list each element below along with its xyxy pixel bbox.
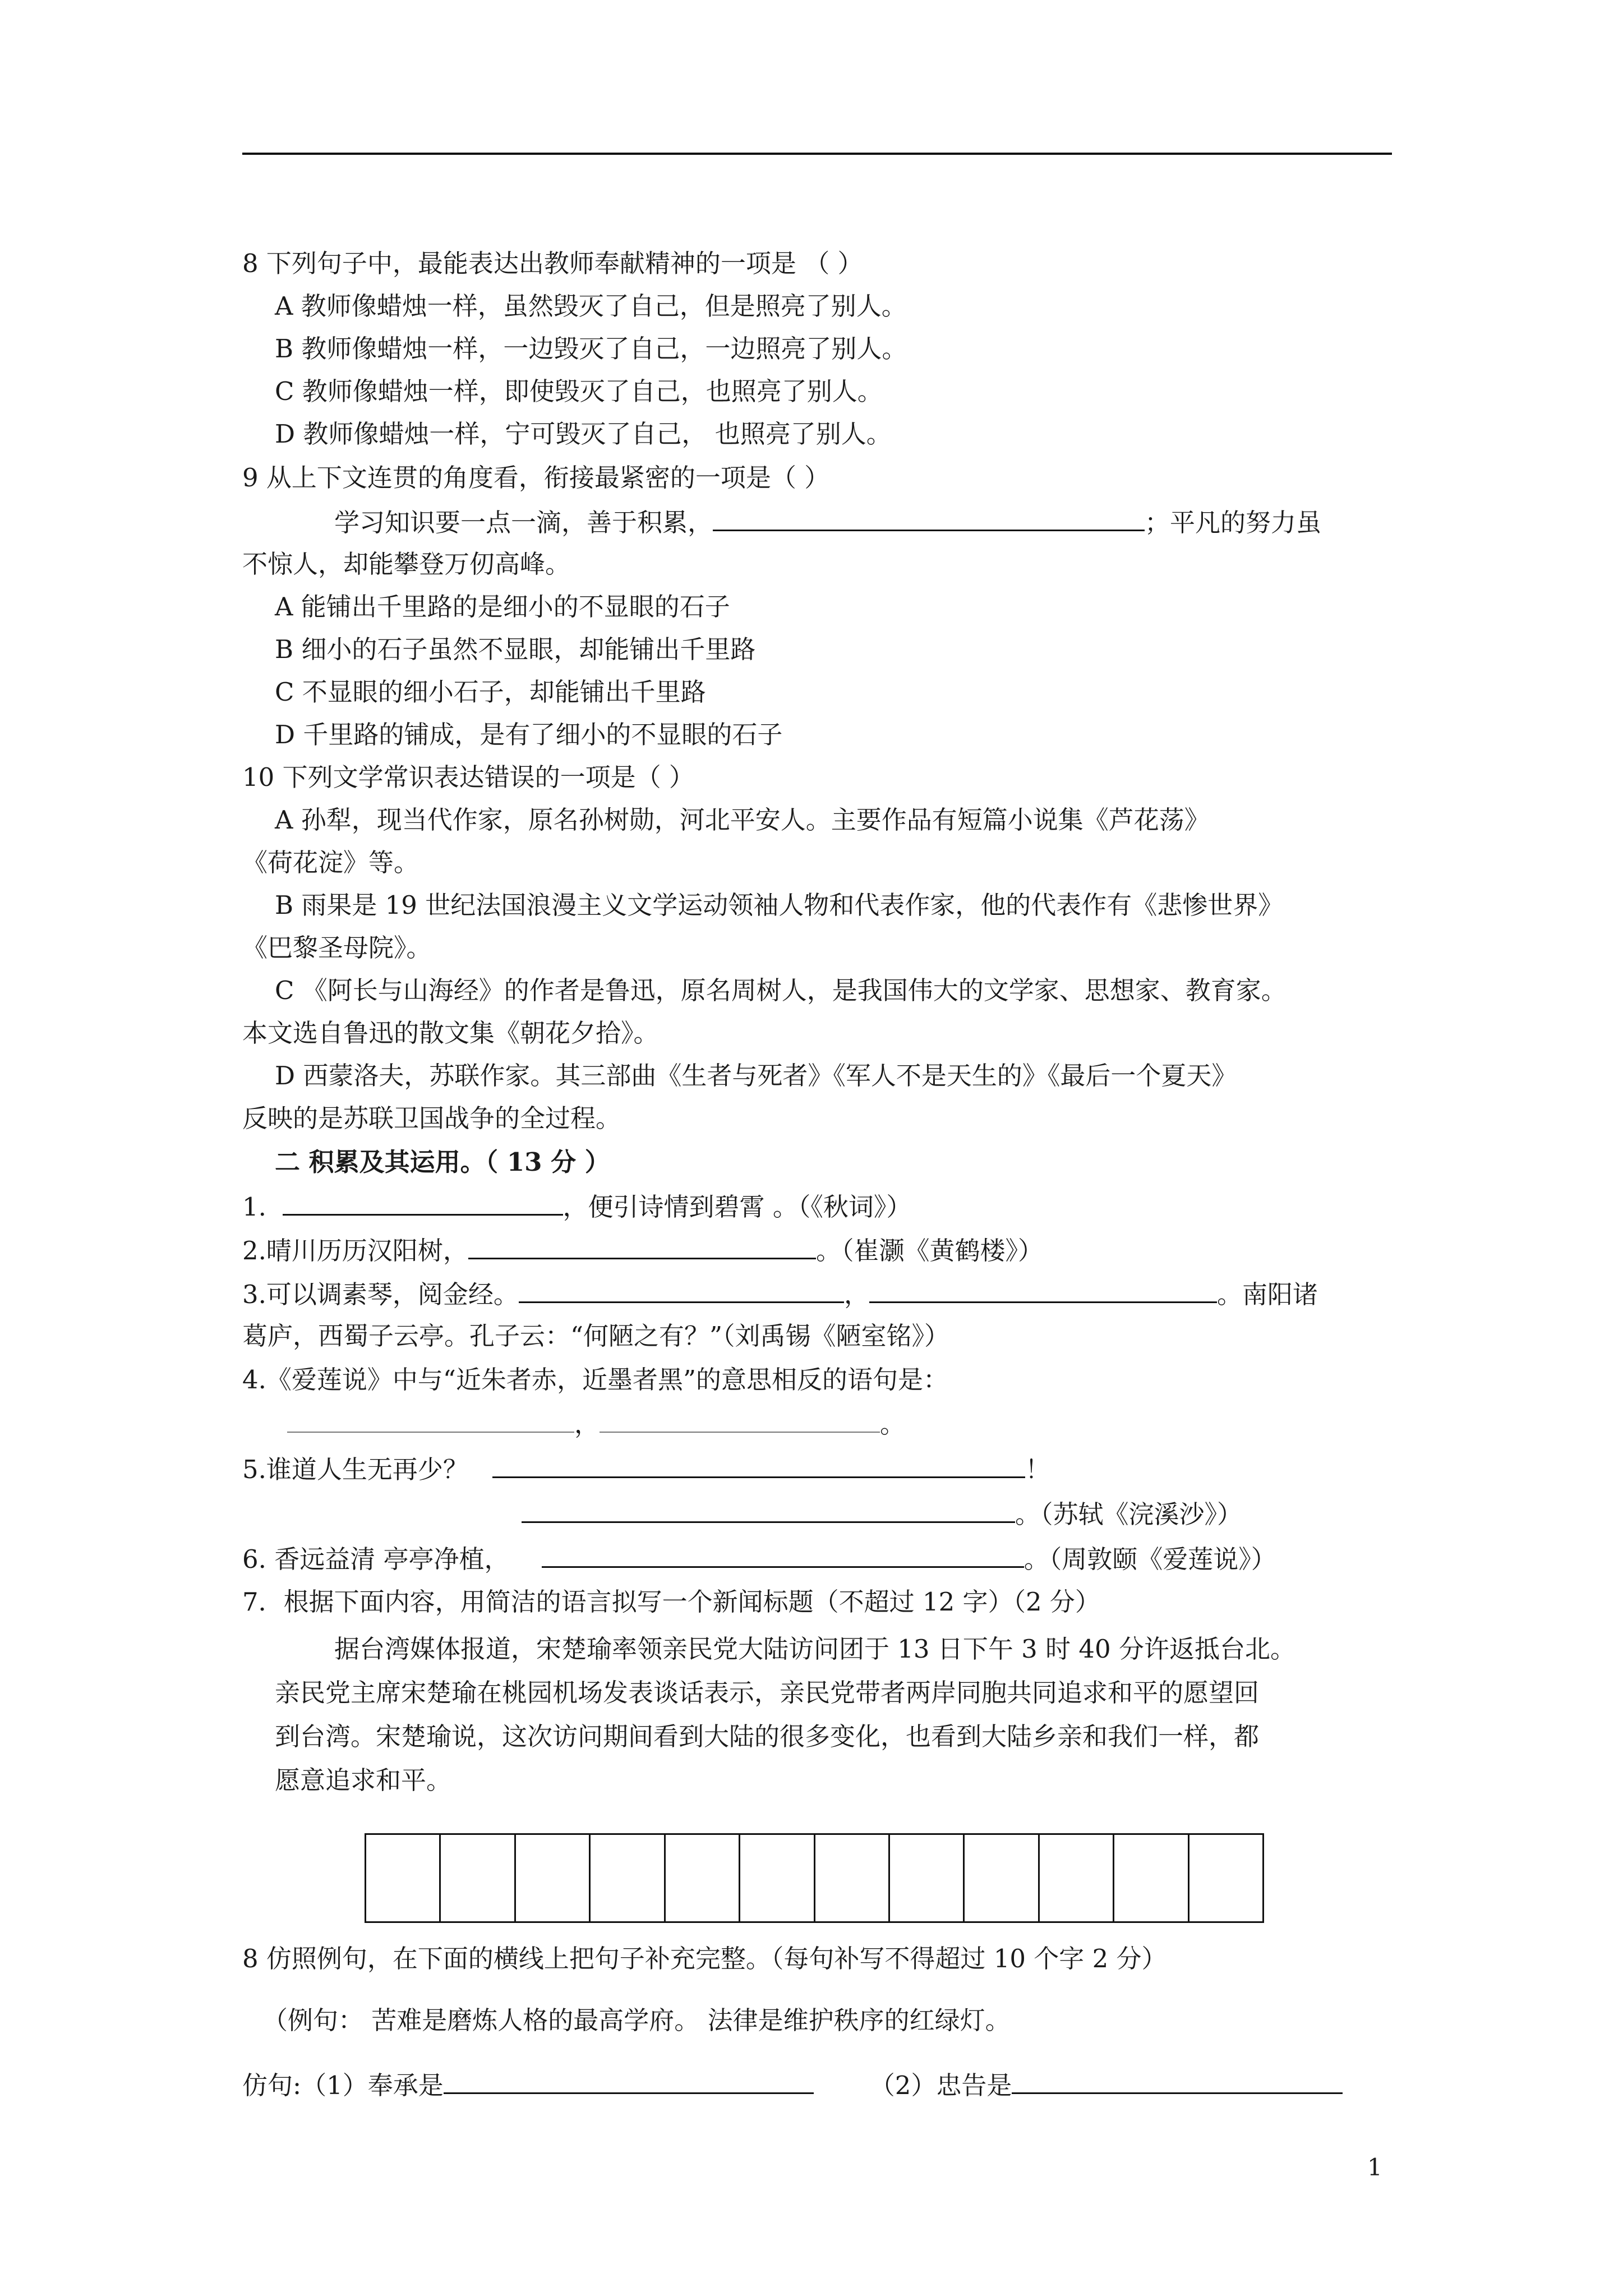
- q9-option-a: A 能铺出千里路的是细小的不显眼的石子: [275, 592, 730, 622]
- s2-item3-after: 。南阳诸: [1216, 1280, 1318, 1309]
- s2-item3-line2: 葛庐，西蜀子云亭。孔子云：“何陋之有？”（刘禹锡《陋室铭》）: [242, 1321, 950, 1351]
- header-rule: [242, 153, 1392, 155]
- q8-stem: 8 下列句子中，最能表达出教师奉献精神的一项是 （ ）: [242, 249, 863, 278]
- q9-stem: 9 从上下文连贯的角度看，衔接最紧密的一项是（ ）: [242, 463, 830, 493]
- headline-grid-cell[interactable]: [965, 1835, 1039, 1921]
- headline-grid-cell[interactable]: [441, 1835, 515, 1921]
- q9-option-b: B 细小的石子虽然不显眼，却能铺出千里路: [275, 634, 756, 664]
- s2-item8-example: （例句： 苦难是磨炼人格的最高学府。 法律是维护秩序的红绿灯。: [262, 2005, 1011, 2035]
- headline-grid-cell[interactable]: [815, 1835, 890, 1921]
- headline-answer-grid[interactable]: [365, 1833, 1264, 1923]
- s2-item5-source: 。（苏轼《浣溪沙》）: [1015, 1499, 1243, 1529]
- s2-item3-blank-2[interactable]: [869, 1276, 1217, 1303]
- headline-grid-cell[interactable]: [740, 1835, 815, 1921]
- q9-passage-after: ；平凡的努力虽: [1145, 508, 1322, 537]
- s2-item5: [242, 1451, 1050, 1488]
- s2-item7-passage-line1: 据台湾媒体报道，宋楚瑜率领亲民党大陆访问团于 13 日下午 3 时 40 分许返抵台北。: [334, 1634, 1295, 1664]
- s2-item8-q2-blank[interactable]: [1012, 2067, 1343, 2094]
- s2-item5-line2: [522, 1496, 1242, 1533]
- s2-item6-blank[interactable]: [542, 1540, 1024, 1568]
- headline-grid-cell[interactable]: [366, 1835, 441, 1921]
- q8-option-d: D 教师像蜡烛一样，宁可毁灭了自己， 也照亮了别人。: [275, 419, 892, 449]
- q9-option-d: D 千里路的铺成，是有了细小的不显眼的石子: [275, 720, 783, 749]
- s2-item4-period: 。: [880, 1409, 906, 1439]
- s2-item7-passage-line2: 亲民党主席宋楚瑜在桃园机场发表谈话表示，亲民党带者两岸同胞共同追求和平的愿望回: [275, 1678, 1260, 1708]
- headline-grid-cell[interactable]: [666, 1835, 740, 1921]
- s2-item7-passage-line4: 愿意追求和平。: [275, 1765, 452, 1795]
- s2-item2-text: 2.晴川历历汉阳树，: [242, 1236, 468, 1266]
- q8-option-b: B 教师像蜡烛一样，一边毁灭了自己，一边照亮了别人。: [275, 334, 907, 364]
- s2-item7-passage-line3: 到台湾。宋楚瑜说，这次访问期间看到大陆的很多变化，也看到大陆乡亲和我们一样，都: [275, 1722, 1260, 1751]
- s2-item6-text: 6. 香远益清 亭亭净植，: [242, 1544, 510, 1574]
- q10-option-c-line2: 本文选自鲁迅的散文集《朝花夕拾》。: [242, 1018, 659, 1048]
- s2-item8-q2-label: （2）忠告是: [869, 2070, 1012, 2100]
- s2-item3: [242, 1276, 1318, 1313]
- s2-item5-text: 5.谁道人生无再少？: [242, 1455, 468, 1484]
- q10-option-a-line1: A 孙犁，现当代作家，原名孙树勋，河北平安人。主要作品有短篇小说集《芦花荡》: [275, 805, 1210, 835]
- q9-answer-blank[interactable]: [713, 504, 1145, 531]
- s2-item4-comma: ，: [574, 1409, 600, 1439]
- q9-passage-line1: [334, 504, 1321, 541]
- q10-option-d-line2: 反映的是苏联卫国战争的全过程。: [242, 1103, 621, 1133]
- headline-grid-cell[interactable]: [1040, 1835, 1114, 1921]
- q8-option-c: C 教师像蜡烛一样，即使毁灭了自己，也照亮了别人。: [275, 376, 883, 406]
- q10-option-c-line1: C 《阿长与山海经》的作者是鲁迅，原名周树人，是我国伟大的文学家、思想家、教育家。: [275, 976, 1287, 1005]
- s2-item4-answer: [287, 1406, 905, 1442]
- headline-grid-cell[interactable]: [890, 1835, 965, 1921]
- s2-item6-source: 。（周敦颐《爱莲说》）: [1023, 1544, 1276, 1574]
- s2-item8-stem: 8 仿照例句，在下面的横线上把句子补充完整。（每句补写不得超过 10 个字 2 分）: [242, 1944, 1167, 1973]
- s2-item1: [242, 1188, 911, 1225]
- q8-option-a: A 教师像蜡烛一样，虽然毁灭了自己，但是照亮了别人。: [275, 291, 907, 321]
- s2-item1-blank[interactable]: [283, 1188, 563, 1216]
- headline-grid-cell[interactable]: [1189, 1835, 1262, 1921]
- q9-option-c: C 不显眼的细小石子，却能铺出千里路: [275, 677, 706, 707]
- q10-option-a-line2: 《荷花淀》等。: [242, 848, 419, 877]
- headline-grid-cell[interactable]: [1114, 1835, 1189, 1921]
- s2-item3-blank-1[interactable]: [519, 1276, 844, 1303]
- s2-item8-q1-blank[interactable]: [444, 2067, 814, 2094]
- s2-item2-blank[interactable]: [468, 1232, 816, 1259]
- s2-item4-blank-1[interactable]: [287, 1406, 574, 1433]
- q10-option-d-line1: D 西蒙洛夫，苏联作家。其三部曲《生者与死者》《军人不是天生的》《最后一个夏天》: [275, 1061, 1237, 1091]
- s2-item4: 4.《爱莲说》中与“近朱者赤，近墨者黑”的意思相反的语句是：: [242, 1365, 948, 1395]
- q9-passage-before: 学习知识要一点一滴，善于积累，: [334, 508, 713, 537]
- section2-heading: 二 积累及其运用。（ 13 分 ）: [275, 1147, 610, 1177]
- s2-item2-source: 。（崔灏《黄鹤楼》）: [815, 1236, 1043, 1266]
- q10-option-b-line2: 《巴黎圣母院》。: [242, 933, 432, 963]
- s2-item3-text: 3.可以调素琴，阅金经。: [242, 1280, 519, 1309]
- q10-stem: 10 下列文学常识表达错误的一项是（ ）: [242, 762, 694, 792]
- s2-item6: [242, 1540, 1276, 1577]
- s2-item2: [242, 1232, 1043, 1269]
- s2-item4-blank-2[interactable]: [600, 1406, 880, 1433]
- page-number: 1: [1367, 2154, 1382, 2181]
- q9-passage-line2: 不惊人，却能攀登万仞高峰。: [242, 549, 571, 579]
- q10-option-b-line1: B 雨果是 19 世纪法国浪漫主义文学运动领袖人物和代表作家，他的代表作有《悲惨世界》: [275, 890, 1284, 920]
- s2-item3-comma: ，: [843, 1280, 869, 1309]
- s2-item8-answers: [242, 2067, 1343, 2104]
- headline-grid-cell[interactable]: [591, 1835, 665, 1921]
- s2-item5-exclaim: ！: [1025, 1455, 1050, 1484]
- s2-item1-text: ，便引诗情到碧霄 。（《秋词》）: [562, 1192, 912, 1222]
- s2-item8-q1-label: 仿句:（1）奉承是: [242, 2070, 444, 2100]
- s2-item5-blank-1[interactable]: [492, 1451, 1025, 1478]
- s2-item1-number: 1.: [242, 1192, 266, 1222]
- s2-item5-blank-2[interactable]: [522, 1496, 1015, 1523]
- s2-item7-stem: 7．根据下面内容，用简洁的语言拟写一个新闻标题（不超过 12 字）（2 分）: [242, 1587, 1100, 1617]
- headline-grid-cell[interactable]: [516, 1835, 591, 1921]
